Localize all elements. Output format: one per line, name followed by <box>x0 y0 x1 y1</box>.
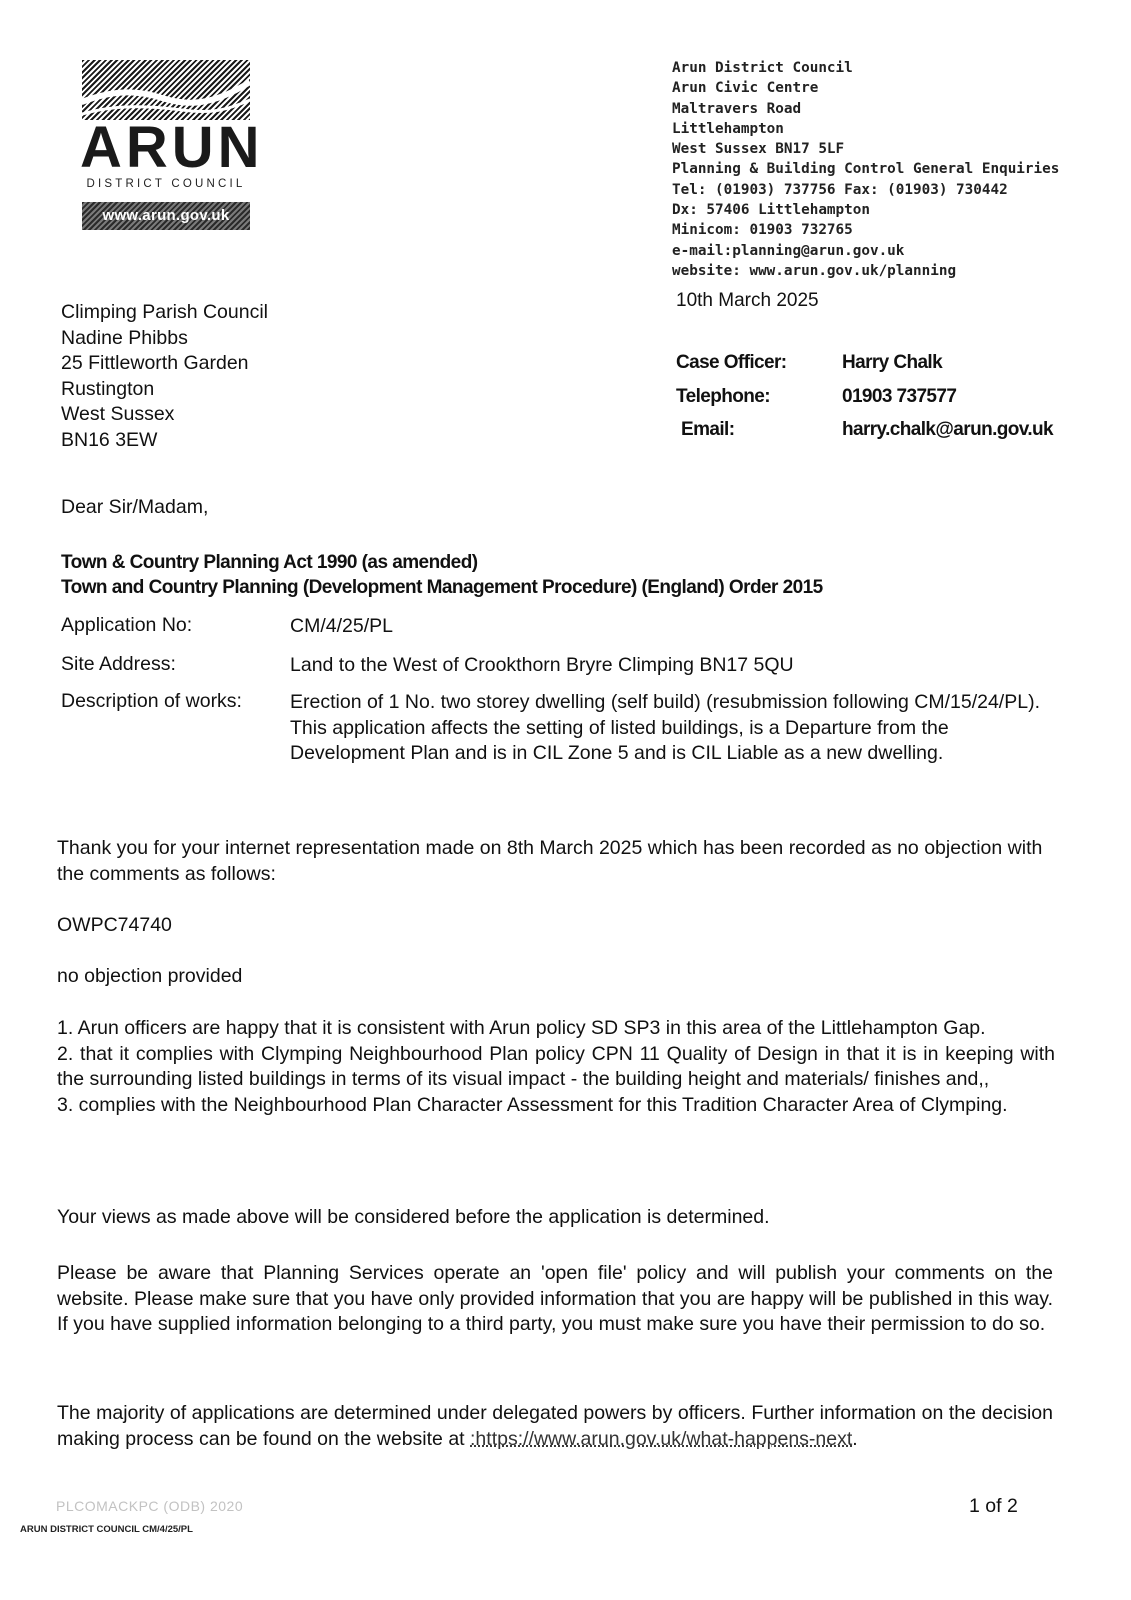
case-officer-label: Case Officer: <box>676 352 787 373</box>
recipient-address <box>61 300 268 454</box>
council-address-line: Tel: (01903) 737756 Fax: (01903) 730442 <box>672 181 1008 198</box>
comment-item: 2. that it complies with Clymping Neighbourhood Plan policy CPN 11 Quality of Design in that it is in keeping with the surrounding listed buildings in terms of its visual impact - the building height and materials/ finishes and,, <box>57 1042 1055 1091</box>
act-title: Town & Country Planning Act 1990 (as amended) <box>61 552 478 573</box>
recipient-line: West Sussex <box>61 403 175 426</box>
thanks-paragraph: Thank you for your internet representation made on 8th March 2025 which has been recorded as no objection with the comments as follows: <box>57 837 1043 885</box>
footer-reference: ARUN DISTRICT COUNCIL CM/4/25/PL <box>20 1524 193 1535</box>
telephone-value: 01903 737577 <box>842 385 957 407</box>
telephone-label: Telephone: <box>676 385 770 407</box>
case-officer-name: Harry Chalk <box>842 352 943 373</box>
legislation-heading <box>61 550 823 600</box>
recipient-line: Climping Parish Council <box>61 301 268 323</box>
comment-item: 3. complies with the Neighbourhood Plan Character Assessment for this Tradition Character Area of Clymping. <box>57 1093 1008 1116</box>
council-address-line: Minicom: 01903 732765 <box>672 222 853 239</box>
council-address-line: Maltravers Road <box>672 100 802 117</box>
open-file-paragraph: Please be aware that Planning Services operate an 'open file' policy and will publish your comments on the website. Please make sure that you have only provided information that you are happy will be published in this way. If you have supplied information belonging to a third party, you must make sure you have their permission to do so. <box>57 1262 1053 1336</box>
comment-item: 1. Arun officers are happy that it is consistent with Arun policy SD SP3 in this area of the Littlehampton Gap. <box>57 1017 986 1039</box>
council-address-line: Littlehampton <box>672 120 784 137</box>
email-label: Email: <box>681 419 735 440</box>
council-logo <box>80 58 264 236</box>
application-number-label: Application No: <box>61 614 193 636</box>
council-address-line: West Sussex BN17 5LF <box>672 141 845 158</box>
recipient-line: 25 Fittleworth Garden <box>61 352 249 375</box>
email-value: harry.chalk@arun.gov.uk <box>842 419 1053 440</box>
council-address-line: website: www.arun.gov.uk/planning <box>672 262 957 279</box>
council-address-block <box>672 58 1059 281</box>
comments-list <box>57 1016 1055 1118</box>
form-code: PLCOMACKPC (ODB) 2020 <box>56 1498 244 1514</box>
no-objection-text: no objection provided <box>57 965 243 987</box>
page-number: 1 of 2 <box>969 1495 1018 1517</box>
recipient-line: BN16 3EW <box>61 428 158 451</box>
what-happens-next-link[interactable]: :https://www.arun.gov.uk/what-happens-next <box>470 1427 853 1450</box>
majority-paragraph <box>57 1401 1053 1452</box>
site-address: Land to the West of Crookthorn Bryre Climping BN17 5QU <box>290 654 794 676</box>
logo-wave-icon <box>82 60 250 120</box>
letter-date: 10th March 2025 <box>676 290 819 311</box>
logo-subtitle: DISTRICT COUNCIL <box>86 178 246 190</box>
council-address-line: Dx: 57406 Littlehampton <box>672 202 870 219</box>
link-end-punctuation: . <box>852 1427 858 1450</box>
council-address-line: e-mail:planning@arun.gov.uk <box>672 242 905 259</box>
representation-reference: OWPC74740 <box>57 914 172 936</box>
act-title: Town and Country Planning (Development Management Procedure) (England) Order 2015 <box>61 577 823 598</box>
council-address-line: Arun Civic Centre <box>672 80 819 97</box>
council-address-line: Arun District Council <box>672 60 853 76</box>
logo-website: www.arun.gov.uk <box>82 202 250 230</box>
recipient-line: Rustington <box>61 377 155 400</box>
salutation: Dear Sir/Madam, <box>61 496 209 518</box>
description-label: Description of works: <box>61 690 242 712</box>
logo-wordmark: ARUN <box>80 115 264 180</box>
application-number: CM/4/25/PL <box>290 615 393 637</box>
majority-text: The majority of applications are determined under delegated powers by officers. Further information on the decision making process can be found on the website at <box>57 1402 1053 1450</box>
description-of-works: Erection of 1 No. two storey dwelling (self build) (resubmission following CM/15/24/PL). This application affects the setting of listed buildings, is a Departure from the Development Plan and is in CIL Zone 5 and is CIL Liable as a new dwelling. <box>290 691 1040 764</box>
views-paragraph: Your views as made above will be considered before the application is determined. <box>57 1206 770 1228</box>
council-address-line: Planning & Building Control General Enquiries <box>672 161 1060 178</box>
recipient-line: Nadine Phibbs <box>61 326 188 349</box>
site-address-label: Site Address: <box>61 653 176 675</box>
